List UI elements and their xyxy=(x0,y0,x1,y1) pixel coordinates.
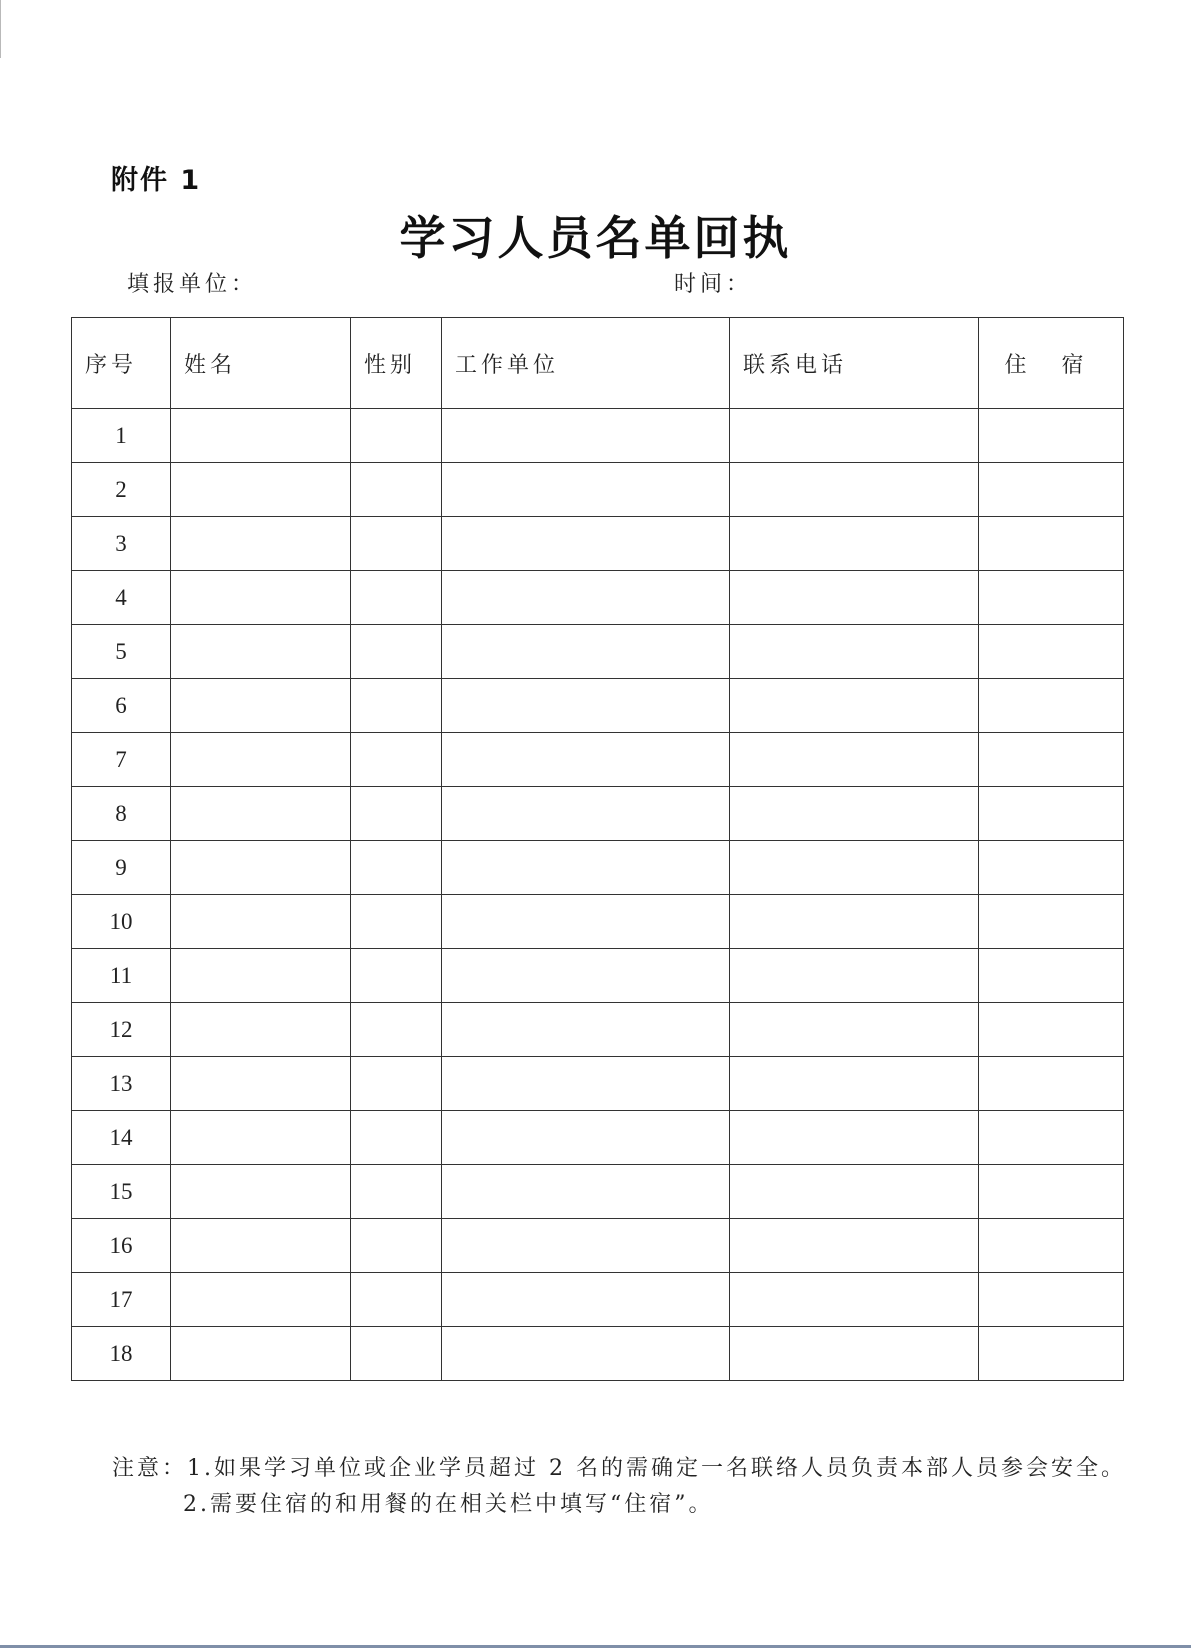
lodging-cell[interactable] xyxy=(979,1165,1124,1219)
lodging-cell[interactable] xyxy=(979,517,1124,571)
lodging-cell[interactable] xyxy=(979,1219,1124,1273)
gender-cell[interactable] xyxy=(351,1327,442,1381)
row-number: 8 xyxy=(72,787,171,841)
lodging-cell[interactable] xyxy=(979,1327,1124,1381)
table-row xyxy=(72,679,1124,733)
name-cell[interactable] xyxy=(171,1165,351,1219)
work-unit-cell[interactable] xyxy=(442,517,730,571)
name-cell[interactable] xyxy=(171,463,351,517)
note-line-2: 2.需要住宿的和用餐的在相关栏中填写“住宿”。 xyxy=(183,1492,714,1517)
gender-cell[interactable] xyxy=(351,463,442,517)
gender-cell[interactable] xyxy=(351,625,442,679)
page-edge-mark xyxy=(0,0,4,58)
header-gender: 性别 xyxy=(351,318,442,409)
name-cell[interactable] xyxy=(171,679,351,733)
work-unit-cell[interactable] xyxy=(442,733,730,787)
name-cell[interactable] xyxy=(171,895,351,949)
phone-cell[interactable] xyxy=(730,895,979,949)
name-cell[interactable] xyxy=(171,1003,351,1057)
work-unit-cell[interactable] xyxy=(442,571,730,625)
fill-unit-label: 填报单位： xyxy=(127,272,258,297)
row-number: 14 xyxy=(72,1111,171,1165)
work-unit-cell[interactable] xyxy=(442,1165,730,1219)
lodging-cell[interactable] xyxy=(979,1111,1124,1165)
lodging-cell[interactable] xyxy=(979,841,1124,895)
work-unit-cell[interactable] xyxy=(442,787,730,841)
gender-cell[interactable] xyxy=(351,1057,442,1111)
table-row xyxy=(72,895,1124,949)
row-number: 16 xyxy=(72,1219,171,1273)
row-number: 4 xyxy=(72,571,171,625)
name-cell[interactable] xyxy=(171,733,351,787)
lodging-cell[interactable] xyxy=(979,733,1124,787)
table-body xyxy=(72,409,1124,1381)
gender-cell[interactable] xyxy=(351,1273,442,1327)
work-unit-cell[interactable] xyxy=(442,1273,730,1327)
gender-cell[interactable] xyxy=(351,1111,442,1165)
header-serial: 序号 xyxy=(72,318,171,409)
phone-cell[interactable] xyxy=(730,1273,979,1327)
table-row xyxy=(72,1219,1124,1273)
name-cell[interactable] xyxy=(171,409,351,463)
phone-cell[interactable] xyxy=(730,571,979,625)
lodging-cell[interactable] xyxy=(979,571,1124,625)
gender-cell[interactable] xyxy=(351,895,442,949)
phone-cell[interactable] xyxy=(730,949,979,1003)
name-cell[interactable] xyxy=(171,625,351,679)
row-number: 17 xyxy=(72,1273,171,1327)
name-cell[interactable] xyxy=(171,1327,351,1381)
header-lodging: 住 宿 xyxy=(979,318,1124,409)
row-number: 1 xyxy=(72,409,171,463)
phone-cell[interactable] xyxy=(730,1003,979,1057)
work-unit-cell[interactable] xyxy=(442,1327,730,1381)
table-row xyxy=(72,949,1124,1003)
name-cell[interactable] xyxy=(171,1057,351,1111)
table-row xyxy=(72,517,1124,571)
phone-cell[interactable] xyxy=(730,787,979,841)
table-row xyxy=(72,571,1124,625)
work-unit-cell[interactable] xyxy=(442,679,730,733)
work-unit-cell[interactable] xyxy=(442,463,730,517)
lodging-cell[interactable] xyxy=(979,787,1124,841)
phone-cell[interactable] xyxy=(730,1219,979,1273)
note-line-1: 注意：1.如果学习单位或企业学员超过 2 名的需确定一名联络人员负责本部人员参会安全。 xyxy=(112,1456,1126,1481)
phone-cell[interactable] xyxy=(730,1111,979,1165)
gender-cell[interactable] xyxy=(351,571,442,625)
work-unit-cell[interactable] xyxy=(442,1003,730,1057)
table-row xyxy=(72,841,1124,895)
lodging-cell[interactable] xyxy=(979,1003,1124,1057)
header-phone: 联系电话 xyxy=(730,318,979,409)
table-row xyxy=(72,1057,1124,1111)
name-cell[interactable] xyxy=(171,1219,351,1273)
lodging-cell[interactable] xyxy=(979,409,1124,463)
gender-cell[interactable] xyxy=(351,1165,442,1219)
work-unit-cell[interactable] xyxy=(442,1111,730,1165)
header-name: 姓名 xyxy=(171,318,351,409)
gender-cell[interactable] xyxy=(351,1219,442,1273)
gender-cell[interactable] xyxy=(351,517,442,571)
work-unit-cell[interactable] xyxy=(442,625,730,679)
phone-cell[interactable] xyxy=(730,1165,979,1219)
row-number: 15 xyxy=(72,1165,171,1219)
lodging-cell[interactable] xyxy=(979,463,1124,517)
lodging-cell[interactable] xyxy=(979,1057,1124,1111)
table-row xyxy=(72,1003,1124,1057)
row-number: 12 xyxy=(72,1003,171,1057)
gender-cell[interactable] xyxy=(351,409,442,463)
row-number: 3 xyxy=(72,517,171,571)
name-cell[interactable] xyxy=(171,787,351,841)
gender-cell[interactable] xyxy=(351,949,442,1003)
table-row xyxy=(72,1327,1124,1381)
gender-cell[interactable] xyxy=(351,1003,442,1057)
phone-cell[interactable] xyxy=(730,733,979,787)
row-number: 18 xyxy=(72,1327,171,1381)
lodging-cell[interactable] xyxy=(979,1273,1124,1327)
work-unit-cell[interactable] xyxy=(442,949,730,1003)
phone-cell[interactable] xyxy=(730,517,979,571)
notes-block xyxy=(112,1451,1126,1523)
row-number: 9 xyxy=(72,841,171,895)
table-row xyxy=(72,409,1124,463)
phone-cell[interactable] xyxy=(730,625,979,679)
table-header-row xyxy=(72,318,1124,409)
table-row xyxy=(72,1111,1124,1165)
phone-cell[interactable] xyxy=(730,841,979,895)
work-unit-cell[interactable] xyxy=(442,895,730,949)
work-unit-cell[interactable] xyxy=(442,409,730,463)
attachment-label: 附件 1 xyxy=(111,165,202,196)
table-row xyxy=(72,787,1124,841)
page-title: 学习人员名单回执 xyxy=(399,211,792,265)
work-unit-cell[interactable] xyxy=(442,841,730,895)
table-row xyxy=(72,1273,1124,1327)
row-number: 10 xyxy=(72,895,171,949)
gender-cell[interactable] xyxy=(351,733,442,787)
row-number: 11 xyxy=(72,949,171,1003)
name-cell[interactable] xyxy=(171,1273,351,1327)
work-unit-cell[interactable] xyxy=(442,1057,730,1111)
phone-cell[interactable] xyxy=(730,409,979,463)
header-work-unit: 工作单位 xyxy=(442,318,730,409)
row-number: 13 xyxy=(72,1057,171,1111)
phone-cell[interactable] xyxy=(730,1327,979,1381)
table-row xyxy=(72,625,1124,679)
row-number: 6 xyxy=(72,679,171,733)
phone-cell[interactable] xyxy=(730,1057,979,1111)
name-cell[interactable] xyxy=(171,841,351,895)
name-cell[interactable] xyxy=(171,1111,351,1165)
name-cell[interactable] xyxy=(171,571,351,625)
lodging-cell[interactable] xyxy=(979,949,1124,1003)
table-row xyxy=(72,463,1124,517)
gender-cell[interactable] xyxy=(351,787,442,841)
bottom-rule xyxy=(0,1645,1191,1648)
lodging-cell[interactable] xyxy=(979,625,1124,679)
time-label: 时间： xyxy=(674,272,753,297)
phone-cell[interactable] xyxy=(730,679,979,733)
work-unit-cell[interactable] xyxy=(442,1219,730,1273)
phone-cell[interactable] xyxy=(730,463,979,517)
name-cell[interactable] xyxy=(171,949,351,1003)
row-number: 2 xyxy=(72,463,171,517)
table-row xyxy=(72,733,1124,787)
name-cell[interactable] xyxy=(171,517,351,571)
roster-table xyxy=(71,317,1124,1381)
gender-cell[interactable] xyxy=(351,841,442,895)
lodging-cell[interactable] xyxy=(979,679,1124,733)
table-row xyxy=(72,1165,1124,1219)
gender-cell[interactable] xyxy=(351,679,442,733)
lodging-cell[interactable] xyxy=(979,895,1124,949)
row-number: 5 xyxy=(72,625,171,679)
row-number: 7 xyxy=(72,733,171,787)
